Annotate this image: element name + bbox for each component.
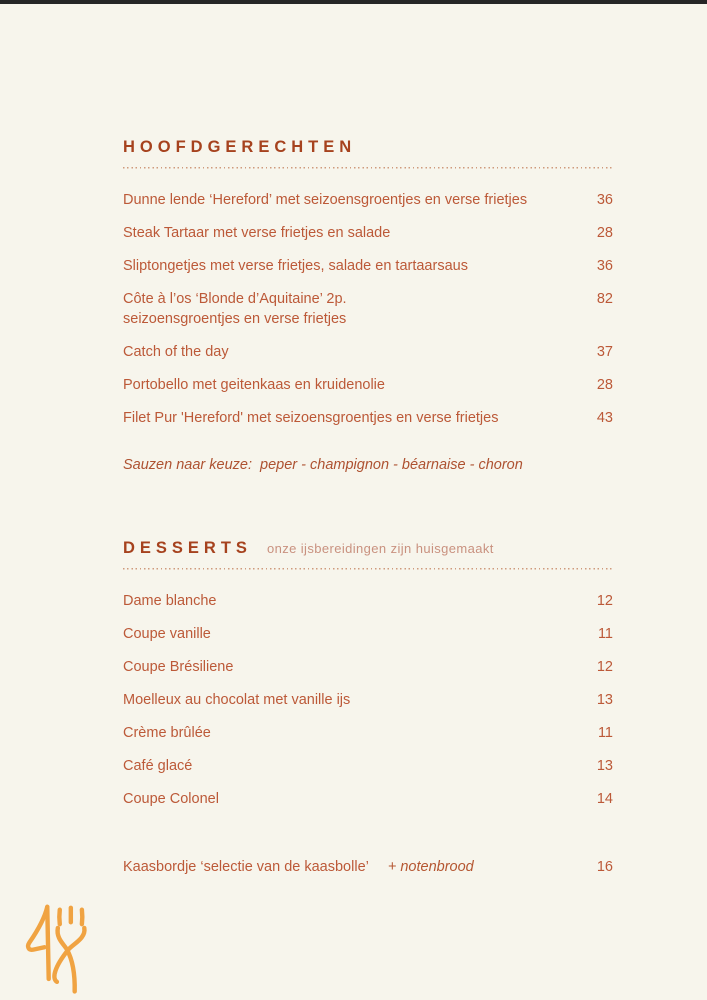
item-name: Portobello met geitenkaas en kruidenolie [123, 377, 385, 393]
menu-item [123, 690, 613, 710]
item-price: 28 [596, 225, 613, 241]
knife-handle [47, 907, 48, 979]
dotted-divider [123, 568, 613, 570]
menu-item [123, 624, 613, 644]
item-price: 16 [596, 859, 613, 875]
item-price: 12 [596, 593, 613, 609]
menu-item [123, 342, 613, 362]
item-name-line2: seizoensgroentjes en verse frietjes [123, 311, 347, 327]
menu-item [123, 256, 613, 276]
item-name: Moelleux au chocolat met vanille ijs [123, 692, 351, 708]
cheese-board-name: Kaasbordje ‘selectie van de kaasbolle’ [123, 859, 369, 875]
item-price: 43 [596, 410, 613, 426]
fork-and-knife-logo [16, 903, 92, 1000]
item-price: 82 [596, 291, 613, 307]
section-desserts [123, 538, 613, 809]
menu-item [123, 289, 613, 329]
item-name: Coupe vanille [123, 626, 211, 642]
item-price: 36 [596, 192, 613, 208]
item-name: Catch of the day [123, 344, 229, 360]
item-name: Dunne lende ‘Hereford’ met seizoensgroentjes en verse frietjes [123, 192, 528, 208]
item-price: 14 [596, 791, 613, 807]
section-subtitle-desserts: onze ijsbereidingen zijn huisgemaakt [266, 541, 494, 556]
menu-item [123, 190, 613, 210]
item-price: 37 [596, 344, 613, 360]
section-title-hoofdgerechten: HOOFDGERECHTEN [123, 138, 357, 156]
menu-item [123, 756, 613, 776]
item-price: 11 [597, 626, 613, 642]
knife-blade [28, 907, 47, 950]
menu-item [123, 375, 613, 395]
item-name: Crème brûlée [123, 725, 211, 741]
item-price: 11 [597, 725, 613, 741]
item-name: Filet Pur 'Hereford' met seizoensgroentjes en verse frietjes [123, 410, 499, 426]
sauces-note: Sauzen naar keuze: peper - champignon - béarnaise - choron [123, 457, 523, 473]
menu-content [123, 0, 613, 877]
menu-item [123, 591, 613, 611]
item-price: 13 [596, 692, 613, 708]
item-name: Coupe Colonel [123, 791, 219, 807]
section-title-desserts: DESSERTS [123, 539, 252, 557]
cheese-board-row [123, 857, 613, 877]
section-header [123, 538, 613, 558]
item-price: 36 [596, 258, 613, 274]
menu-item [123, 223, 613, 243]
item-name: Café glacé [123, 758, 193, 774]
menu-item [123, 408, 613, 428]
item-name: Côte à l’os ‘Blonde d’Aquitaine’ 2p. [123, 291, 347, 307]
dotted-divider [123, 167, 613, 169]
item-name: Coupe Brésiliene [123, 659, 234, 675]
menu-item [123, 723, 613, 743]
section-hoofdgerechten [123, 0, 613, 475]
item-price: 28 [596, 377, 613, 393]
item-name: Steak Tartaar met verse frietjes en salade [123, 225, 391, 241]
menu-item [123, 789, 613, 809]
item-price: 12 [596, 659, 613, 675]
menu-item [123, 657, 613, 677]
section-header [123, 0, 613, 157]
item-price: 13 [596, 758, 613, 774]
item-name: Sliptongetjes met verse frietjes, salade en tartaarsaus [123, 258, 468, 274]
cheese-board-note: + notenbrood [387, 859, 474, 875]
item-name: Dame blanche [123, 593, 217, 609]
